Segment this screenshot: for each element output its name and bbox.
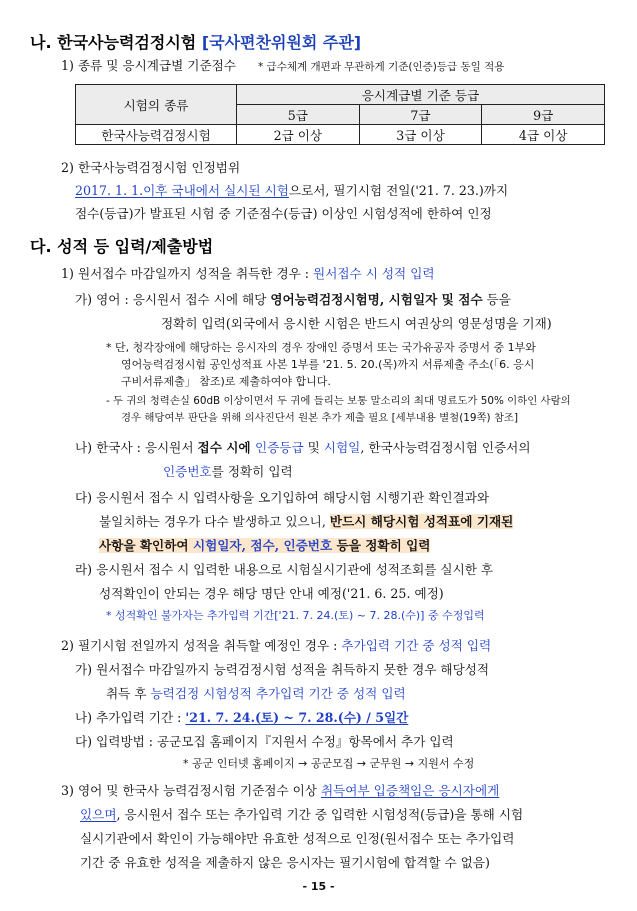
item-text: 원서접수 마감일까지 성적을 취득한 경우 :	[77, 266, 314, 281]
scope-link-text: 2017. 1. 1.이후 국내에서 실시된 시험	[75, 183, 289, 198]
table-grade-5: 5급	[237, 105, 360, 125]
text: , 응시원서 접수 또는 추가입력 기간 중 입력한 시험성적(등급)을 통해 시험	[116, 807, 524, 822]
korean-history-line-1	[75, 438, 531, 458]
caution-line-2	[99, 512, 513, 532]
highlight-blue-text: 시험일자, 점수, 인증번호	[192, 538, 333, 553]
item-number: 2)	[61, 638, 74, 653]
item-number: 1)	[61, 266, 74, 281]
blue-text: 시험일	[323, 440, 361, 455]
blue-text: 인증등급	[254, 440, 304, 455]
item-number: 1)	[61, 58, 74, 73]
add-line-1	[75, 660, 489, 680]
text: 추가입력 기간 :	[96, 710, 186, 725]
highlight-text: 반드시 해당시험 성적표에 기재된	[329, 514, 514, 529]
check-note: * 성적확인 불가자는 추가입력 기간['21. 7. 24.(토) ~ 7. 28.(수)] 중 수정입력	[106, 609, 485, 622]
page-number: - 15 -	[302, 880, 335, 893]
english-note-2b: 경우 해당여부 판단을 위해 의사진단서 원본 추가 제출 필요 [세부내용 별첨(19쪽) 참조]	[121, 412, 518, 424]
sub-number: 다)	[75, 734, 93, 749]
sub-number: 다)	[75, 490, 93, 505]
section-title: 성적 등 입력/제출방법	[57, 237, 214, 256]
highlight-text: 사항을 확인하여	[99, 538, 193, 553]
blue-text: 인증번호	[163, 464, 212, 479]
text: 입력방법 : 공군모집 홈페이지『지원서 수정』항목에서 추가 입력	[96, 734, 454, 749]
table-cell: 2급 이상	[237, 125, 360, 145]
item-1-types	[61, 56, 504, 76]
scope-line-2: 점수(등급)가 발표된 시험 중 기준점수(등급) 이상인 시험성적에 한하여 인정	[75, 206, 492, 221]
table-group-head: 응시계급별 기준 등급	[237, 85, 605, 105]
english-note-1: * 단, 청각장애에 해당하는 응시자의 경우 장애인 증명서 또는 국가유공자 증명서 중 1부와	[106, 341, 536, 354]
text: 및	[303, 440, 324, 455]
check-line-2: 성적확인이 안되는 경우 해당 명단 안내 예정('21. 6. 25. 예정)	[99, 586, 444, 601]
table-grade-9: 9급	[482, 105, 605, 125]
item-note: * 급수체계 개편과 무관하게 기준(인증)등급 동일 적용	[257, 61, 505, 73]
section-number: 나.	[30, 33, 52, 52]
sub-number: 가)	[75, 662, 93, 677]
item-text: 종류 및 응시계급별 기준점수	[77, 58, 236, 73]
add-period	[75, 708, 408, 728]
table-cell: 4급 이상	[482, 125, 605, 145]
b-item-3-line-4: 기간 중 유효한 성적을 제출하지 않은 응시자는 필기시험에 합격할 수 없음)	[80, 855, 490, 870]
caution-line-1	[75, 488, 489, 508]
item-text: 필기시험 전일까지 성적을 취득할 예정인 경우 :	[77, 638, 342, 653]
item-highlight: 원서접수 시 성적 입력	[313, 266, 435, 281]
scope-text: 으로서, 필기시험 전일('21. 7. 23.)까지	[288, 183, 509, 198]
text: 등을	[482, 292, 511, 307]
b-item-3-line-2	[80, 805, 523, 825]
english-note-2: - 두 귀의 청력손실 60dB 이상이면서 두 귀에 들리는 보통 말소리의 최대 명료도가 50% 이하인 사람의	[106, 395, 571, 407]
english-line-2: 정확히 입력(외국에서 응시한 시험은 반드시 여권상의 영문성명을 기재)	[161, 316, 552, 331]
add-method-note: * 공군 인터넷 홈페이지 → 공군모집 → 군무원 → 지원서 수정	[183, 757, 475, 770]
scope-line-1	[75, 181, 508, 201]
text: , 한국사능력검정시험 인증서의	[360, 440, 531, 455]
b-item-3-line-3: 실시기관에서 확인이 가능해야만 유효한 성적으로 인정(원서접수 또는 추가입력	[80, 831, 515, 846]
text: 응시원서 접수 시 입력사항을 오기입하여 해당시험 시행기관 확인결과와	[96, 490, 490, 505]
section-heading-na	[30, 30, 361, 53]
english-note-1c: 구비서류제출」 참조)로 제출하여야 합니다.	[121, 375, 331, 388]
add-method	[75, 732, 454, 752]
section-subtitle: [국사편찬위원회 주관]	[201, 33, 362, 52]
english-line-1	[75, 290, 511, 310]
item-2-scope	[61, 158, 240, 178]
table-col-head: 시험의 종류	[76, 85, 237, 125]
sub-number: 나)	[75, 440, 93, 455]
b-item-2	[61, 636, 491, 656]
text: 를 정확히 입력	[211, 464, 293, 479]
text: 원서접수 마감일까지 능력검정시험 성적을 취득하지 못한 경우 해당성적	[96, 662, 490, 677]
item-number: 3)	[61, 783, 74, 798]
blue-text: 취득여부 입증책임은 응시자에게	[320, 783, 500, 798]
item-text: 한국사능력검정시험 인정범위	[77, 160, 241, 175]
english-note-1b: 영어능력검정시험 공인성적표 사본 1부를 '21. 5. 20.(목)까지 서류제출 주소(「6. 응시	[121, 358, 535, 371]
b-item-1	[61, 264, 435, 284]
check-line-1	[75, 560, 493, 580]
sub-number: 라)	[75, 562, 93, 577]
sub-number: 가)	[75, 292, 93, 307]
item-number: 2)	[61, 160, 74, 175]
sub-number: 나)	[75, 710, 93, 725]
bold-text: 접수 시에	[197, 440, 255, 455]
table-cell: 3급 이상	[359, 125, 482, 145]
text: 취득 후	[106, 686, 151, 701]
blue-text: 있으며	[80, 807, 117, 822]
table-grade-7: 7급	[359, 105, 482, 125]
add-line-2	[106, 684, 406, 704]
text: 한국사 : 응시원서	[96, 440, 198, 455]
highlight-text: 등을 정확히 입력	[332, 538, 431, 553]
text: 불일치하는 경우가 다수 발생하고 있으니,	[99, 514, 330, 529]
section-heading-da	[30, 234, 213, 257]
caution-line-3	[99, 536, 430, 556]
text: 응시원서 접수 시 입력한 내용으로 시험실시기관에 성적조회를 실시한 후	[96, 562, 494, 577]
b-item-3-line-1	[61, 781, 499, 801]
section-title: 한국사능력검정시험	[57, 33, 197, 52]
blue-text: 능력검정 시험성적 추가입력 기간 중 성적 입력	[150, 686, 406, 701]
section-number: 다.	[30, 237, 52, 256]
korean-history-line-2	[163, 462, 293, 482]
grade-table	[75, 84, 605, 145]
period-value: '21. 7. 24.(토) ~ 7. 28.(수) / 5일간	[185, 710, 409, 725]
text: 영어 및 한국사 능력검정시험 기준점수 이상	[77, 783, 321, 798]
bold-text: 영어능력검정시험명, 시험일자 및 점수	[270, 292, 483, 307]
item-highlight: 추가입력 기간 중 성적 입력	[341, 638, 492, 653]
table-row-label: 한국사능력검정시험	[76, 125, 237, 145]
text: 영어 : 응시원서 접수 시에 해당	[96, 292, 271, 307]
